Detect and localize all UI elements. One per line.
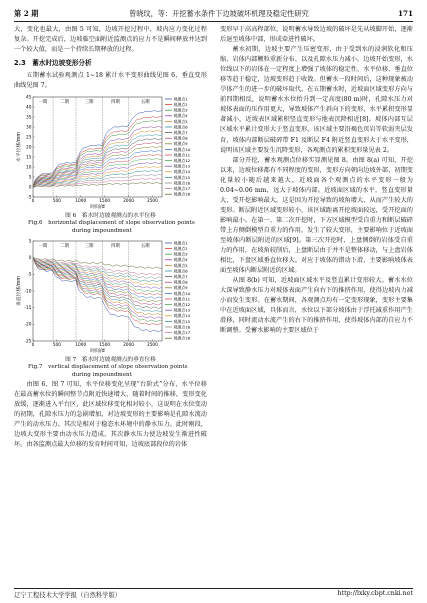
paragraph: 变形早于高高程部位，说明蓄水导致边坡的破坏是先从坡脚开始，逐渐后退至坡体中部，形成牵进性破坏。 [220,26,413,44]
x-tick-label: 1500 [99,343,111,349]
legend-entry: 观测点18 [173,191,191,197]
footer-rule [14,588,413,589]
phase-label: 一期 [38,244,48,250]
caption-line: Fig.7 vertical displacement of slope observation points [28,364,188,371]
legend-entry: 观测点8 [173,135,188,141]
legend-entry: 观测点15 [173,319,191,325]
chart-vertical-displacement [14,237,207,355]
legend-entry: 观测点17 [173,330,191,336]
legend-entry: 观测点15 [173,175,191,181]
phase-label: 五期 [140,244,150,250]
legend-entry: 观测点12 [173,302,191,308]
legend-entry: 观测点14 [173,313,191,319]
header-rule [14,21,413,22]
y-tick-label: 45 [26,95,32,101]
issue-number: 第 2 期 [14,9,39,18]
x-tick-label: 1000 [75,343,87,349]
series-line [33,259,162,269]
y-tick-label: -10 [24,289,32,295]
legend-entry: 观测点5 [173,119,188,125]
y-tick-label: -20 [24,323,32,329]
journal-name: 辽宁工程技术大学学报（自然科学版） [14,592,122,599]
y-tick-label: -25 [24,339,32,345]
paragraph: 由图 6、图 7 可知，水平位移变化呈现“台阶式”分布，水平位移在最高蓄水位的瞬间整节点附近快速增大，随着时间的推移，变形变化放缓，逐渐进入平台区，此区域位移变化相对较小，这说明在水位变动的初期，孔隙水压力的急剧增加，对边坡变形的主要影响是孔隙水流动产生的动水压力。其次是相对于稳态水环境中的静水压力。此时刚段，边坡大变形主要由动水压力造成，其次静水压力使边坡发生渐进性破坏。由各监测点最大位移的发育时间可知，边坡底部段位的岩体 [14,380,207,448]
phase-label: 三期 [84,100,94,106]
journal-url: http://lxky.cbpt.cnki.net [337,590,413,597]
legend-entry: 观测点10 [173,147,191,153]
legend-entry: 观测点11 [173,296,191,302]
legend-entry: 观测点4 [173,257,188,263]
paragraph: 蓄水初期，边坡主要产生压密变形，由于受到水的浸润软化和压缩，岩体内部颗粒重新分布、以及孔隙水压力减小。边坡开始变形，水位线以下的岩体在一定程度上增强了坡体的稳定性，水平位移、垂直位移等趋于稳定，边坡变形趋于收敛。但蓄水一段时间后，这种现象被动孕体产生的进一步的破坏取代。在五期蓄水时，近坡面区域变形方向与前四期相反，说明蓄水水位抬升到一定高度(80 m)时，孔隙水压力对坡体表面的压作用更大，导致坡体产生斜向下的变形，水平累积变形显著减小，近坡表区域累积竖直变形与地表沉降相近[8]。坡体内部互层区域水平累计变形大于竖直变形，该区域主要沿褐色页岩等软弱夹层发育，坡体内部断层破碎带 F1 及断层 F4 附近竖直变形大于水平变形，说明该区域主要发生沉降变形，各观测点的累积变形量见表 2。 [220,46,413,154]
series-line [33,135,162,188]
legend-entry: 观测点12 [173,158,191,164]
figure-6 [14,93,207,235]
series-line [33,259,162,292]
x-tick-label: 0 [31,343,35,349]
series-line [33,139,162,188]
chart-horizontal-displacement [14,93,207,211]
x-tick-label: 500 [52,343,61,349]
y-tick-label: -5 [27,195,32,201]
x-tick-label: 2000 [123,199,135,205]
legend-entry: 观测点9 [173,285,188,291]
legend-entry: 观测点6 [173,124,188,130]
phase-label: 五期 [140,100,150,106]
legend-entry: 观测点14 [173,169,191,175]
page-number: 171 [397,9,413,18]
y-axis-label: 垂直位移/mm [17,276,22,307]
legend-entry: 观测点18 [173,336,191,342]
x-tick-label: 500 [52,199,61,205]
y-tick-label: 10 [26,165,32,171]
caption-line: during impoundment [72,372,132,379]
legend-entry: 观测点7 [173,274,188,280]
x-tick-label: 1000 [75,199,87,205]
left-column [14,25,207,450]
y-axis-label: 水平位移/mm [17,132,22,163]
y-tick-label: 20 [26,145,32,151]
legend-entry: 观测点9 [173,141,188,147]
legend-entry: 观测点2 [173,102,188,108]
x-axis-label: 时间/d [90,349,105,355]
legend-entry: 观测点7 [173,130,188,136]
figure-caption-cn: 图 6 蓄水时边坡观测点的水平位移 [65,213,156,220]
paragraph: 部分开挖，蓄水观测点位移实显测见图 8。由图 8(a) 可知，开挖以来，边坡位移都有不同程度的变形，变形方向朝向边坡外部，初期变化量较小随后越来越大，近坡面各个观测点的水平变形一般为 0.04~0.06 mm，远大于坡体内部。近坡面区域的水平，竖直变形量大，受开挖影响最大，这是因为开挖导致的坡角增大，从而产生较大的变形。断层附近区域变形较小，该区域距离开挖坡面较远，受开挖面的影响最小。在第一、第二次开挖时，下方区域模型受自重力和断层破碎带上方侧倒模型自重力的作用，发生了较大变形，主要影响位于近坡面至坡体内断层附近的区域[9]。第三次开挖时，上盘侧倒的岩体受自重力的作用，在坡角较削后，上盘断层由于并不是整体移动，与上盘岩体相比，下盘区域垂直位移大。对应于坡体的错动下滑，主要影响坡体表面至坡体内断层附近的区域。 [220,156,413,275]
figure-caption-en [14,364,207,379]
y-tick-label: 35 [26,115,32,121]
y-tick-label: 5 [28,239,32,245]
caption-line: during impoundment [72,227,132,234]
x-axis-label: 时间/d [90,205,105,211]
phase-label: 三期 [84,244,94,250]
legend-entry: 观测点13 [173,163,191,169]
section-heading: 2.3 蓄水时边坡变形分析 [14,59,92,68]
paragraph: 大，变化也最大，由图 5 可知，边坡开挖过程中，坡内应力变化过程复杂。开挖完成后，边坡临空面附近监测点的应力不是瞬间释放并达到一个较大值，而是一个持续长期释放的过程。 [14,26,207,54]
legend-entry: 观测点16 [173,180,191,186]
x-tick-label: 1500 [99,199,111,205]
figure-caption-cn: 图 7 蓄水时边坡观测点的垂直位移 [65,357,156,364]
phase-label: 四期 [111,100,120,106]
caption-line: Fig.6 horizontal displacement of slope observation points [28,220,195,227]
y-tick-label: -15 [24,306,32,312]
running-title: 曾晓玟，等：开挖蓄水条件下边坡破坏机理及稳定性研究 [129,9,309,18]
phase-label: 四期 [111,244,120,250]
legend-entry: 观测点8 [173,280,188,286]
figure-caption-en [14,220,207,235]
right-column [220,25,413,336]
paragraph: 从图 8(b) 可知，近坡面区域水平及竖直累计变形较大。蓄水水位大深导致静水压力对坡体表面产生向右下的推挤作用，使得边坡内力减小而发生变形。在蓄水期间，各观测点均有一定变形现象，变形主要集中在近坡面区域，具体而言，水位以下部分坡体由于浮托减重作用产生滑移，同时流动水流产生的右下的推挤作用，使得坡体内部的自应力不断调整。受蓄水影响的主要区域位于 [220,277,413,335]
x-tick-label: 2500 [146,199,158,205]
legend-entry: 观测点6 [173,268,188,274]
y-tick-label: 0 [28,185,32,191]
phase-label: 二期 [60,100,69,106]
y-tick-label: 25 [26,135,32,141]
legend-entry: 观测点3 [173,107,188,113]
y-tick-label: -5 [27,273,32,279]
series-line [33,257,162,302]
y-tick-label: 30 [26,125,32,131]
x-tick-label: 2500 [146,343,158,349]
legend-entry: 观测点2 [173,246,188,252]
x-tick-label: 0 [31,199,35,205]
plot-frame [33,97,162,197]
legend-entry: 观测点11 [173,152,191,158]
paragraph: 五期蓄水试验观测点 1~18 累计水平变形曲线见图 6，垂直变形曲线见图 7。 [14,72,207,90]
legend-entry: 观测点1 [173,96,188,102]
legend-entry: 观测点13 [173,308,191,314]
phase-label: 一期 [38,100,48,106]
legend-entry: 观测点16 [173,324,191,330]
legend-entry: 观测点17 [173,186,191,192]
legend-entry: 观测点5 [173,263,188,269]
legend-entry: 观测点10 [173,291,191,297]
figure-7 [14,237,207,379]
legend-entry: 观测点3 [173,252,188,258]
page-header [14,6,413,20]
y-tick-label: 0 [28,256,32,262]
phase-label: 二期 [60,244,69,250]
y-tick-label: 5 [28,175,32,181]
x-tick-label: 2000 [123,343,135,349]
y-tick-label: 15 [26,155,32,161]
legend-entry: 观测点1 [173,240,188,246]
y-tick-label: 40 [26,105,32,111]
legend-entry: 观测点4 [173,113,188,119]
